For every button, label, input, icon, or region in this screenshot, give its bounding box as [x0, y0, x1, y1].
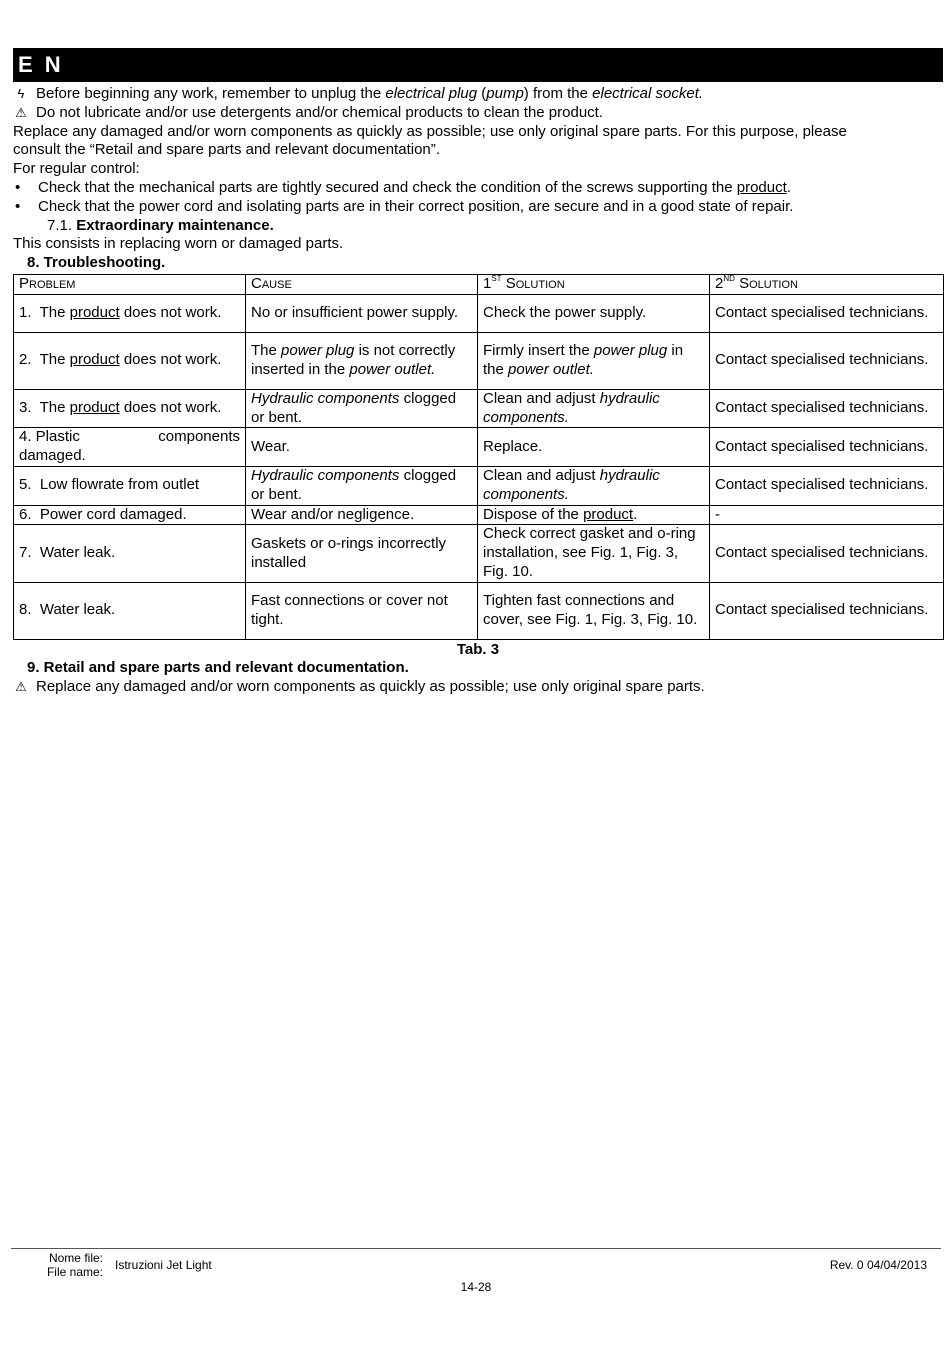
table-row	[14, 294, 944, 332]
problem-cell: 2. The product does not work.	[14, 332, 246, 389]
file-name-value: Istruzioni Jet Light	[115, 1258, 212, 1272]
file-name-labels: Nome file: File name:	[46, 1251, 103, 1279]
table-row	[14, 525, 944, 582]
solution-2-cell: Contact specialised technicians.	[710, 466, 944, 505]
cause-cell: Wear and/or negligence.	[246, 505, 478, 525]
bullet-item-power-cord: • Check that the power cord and isolating parts are in their correct position, are secure and in a good state of repair.	[15, 197, 794, 215]
problem-cell: 3. The product does not work.	[14, 389, 246, 428]
bullet-icon: •	[15, 197, 21, 215]
header-solution-2: 2ND Solution	[710, 274, 944, 294]
table-row	[14, 466, 944, 505]
cause-cell: Gaskets or o-rings incorrectly installed	[246, 525, 478, 582]
cause-cell: No or insufficient power supply.	[246, 294, 478, 332]
cause-cell: Wear.	[246, 428, 478, 467]
warning-icon: ⚠	[15, 104, 27, 120]
cause-cell: Hydraulic components clogged or bent.	[246, 466, 478, 505]
solution-1-cell: Tighten fast connections and cover, see Fig. 1, Fig. 3, Fig. 10.	[478, 582, 710, 639]
electric-hazard-icon: ϟ	[17, 86, 25, 101]
regular-control-label: For regular control:	[13, 160, 140, 178]
header-problem: Problem	[14, 274, 246, 294]
solution-2-cell: -	[710, 505, 944, 525]
revision-date: Rev. 0 04/04/2013	[829, 1258, 927, 1272]
solution-2-cell: Contact specialised technicians.	[710, 389, 944, 428]
lubricate-warning-line: ⚠ Do not lubricate and/or use detergents and/or chemical products to clean the product.	[13, 104, 943, 123]
table-row	[14, 582, 944, 639]
solution-2-cell: Contact specialised technicians.	[710, 582, 944, 639]
language-code: E N	[18, 52, 64, 77]
section-7-1-text: This consists in replacing worn or damaged parts.	[13, 235, 344, 253]
table-row	[14, 332, 944, 389]
page-footer	[11, 1248, 941, 1294]
problem-cell: 8. Water leak.	[14, 582, 246, 639]
problem-cell: 1. The product does not work.	[14, 294, 246, 332]
problem-cell: 6. Power cord damaged.	[14, 505, 246, 525]
cause-cell: Fast connections or cover not tight.	[246, 582, 478, 639]
table-caption: Tab. 3	[456, 640, 500, 658]
spare-parts-warning-line: ⚠ Replace any damaged and/or worn components as quickly as possible; use only original spare parts.	[13, 678, 943, 697]
unplug-warning-line: ϟ Before beginning any work, remember to unplug the electrical plug (pump) from the electrical socket.	[13, 85, 943, 104]
solution-2-cell: Contact specialised technicians.	[710, 294, 944, 332]
solution-1-cell: Check correct gasket and o-ring installation, see Fig. 1, Fig. 3, Fig. 10.	[478, 525, 710, 582]
table-row	[14, 505, 944, 525]
document-page	[13, 48, 943, 696]
bullet-icon: •	[15, 178, 21, 196]
cause-cell: The power plug is not correctly inserted in the power outlet.	[246, 332, 478, 389]
solution-1-cell: Dispose of the product.	[478, 505, 710, 525]
header-solution-1: 1ST Solution	[478, 274, 710, 294]
table-header-row	[14, 274, 944, 294]
cause-cell: Hydraulic components clogged or bent.	[246, 389, 478, 428]
problem-cell: 5. Low flowrate from outlet	[14, 466, 246, 505]
table-row	[14, 428, 944, 467]
section-9-heading: 9. Retail and spare parts and relevant documentation.	[27, 658, 409, 676]
solution-1-cell: Firmly insert the power plug in the power outlet.	[478, 332, 710, 389]
solution-2-cell: Contact specialised technicians.	[710, 525, 944, 582]
troubleshooting-table	[13, 274, 944, 640]
solution-1-cell: Clean and adjust hydraulic components.	[478, 466, 710, 505]
problem-cell: 7. Water leak.	[14, 525, 246, 582]
warning-icon: ⚠	[15, 678, 27, 694]
language-header-bar	[13, 48, 943, 82]
solution-1-cell: Replace.	[478, 428, 710, 467]
section-8-heading: 8. Troubleshooting.	[27, 254, 166, 272]
page-number: 14-28	[460, 1280, 492, 1294]
solution-2-cell: Contact specialised technicians.	[710, 428, 944, 467]
section-7-1-heading: 7.1. Extraordinary maintenance.	[47, 216, 274, 234]
replace-parts-paragraph: Replace any damaged and/or worn components as quickly as possible; use only original spare parts. For this purpose, please consult the “Retail and spare parts and relevant documentation”.	[13, 122, 847, 159]
header-cause: Cause	[246, 274, 478, 294]
solution-2-cell: Contact specialised technicians.	[710, 332, 944, 389]
table-row	[14, 389, 944, 428]
solution-1-cell: Clean and adjust hydraulic components.	[478, 389, 710, 428]
problem-cell: 4. Plastic components damaged.	[14, 428, 246, 467]
solution-1-cell: Check the power supply.	[478, 294, 710, 332]
bullet-item-mechanical: • Check that the mechanical parts are tightly secured and check the condition of the screws supporting the product.	[15, 178, 791, 196]
